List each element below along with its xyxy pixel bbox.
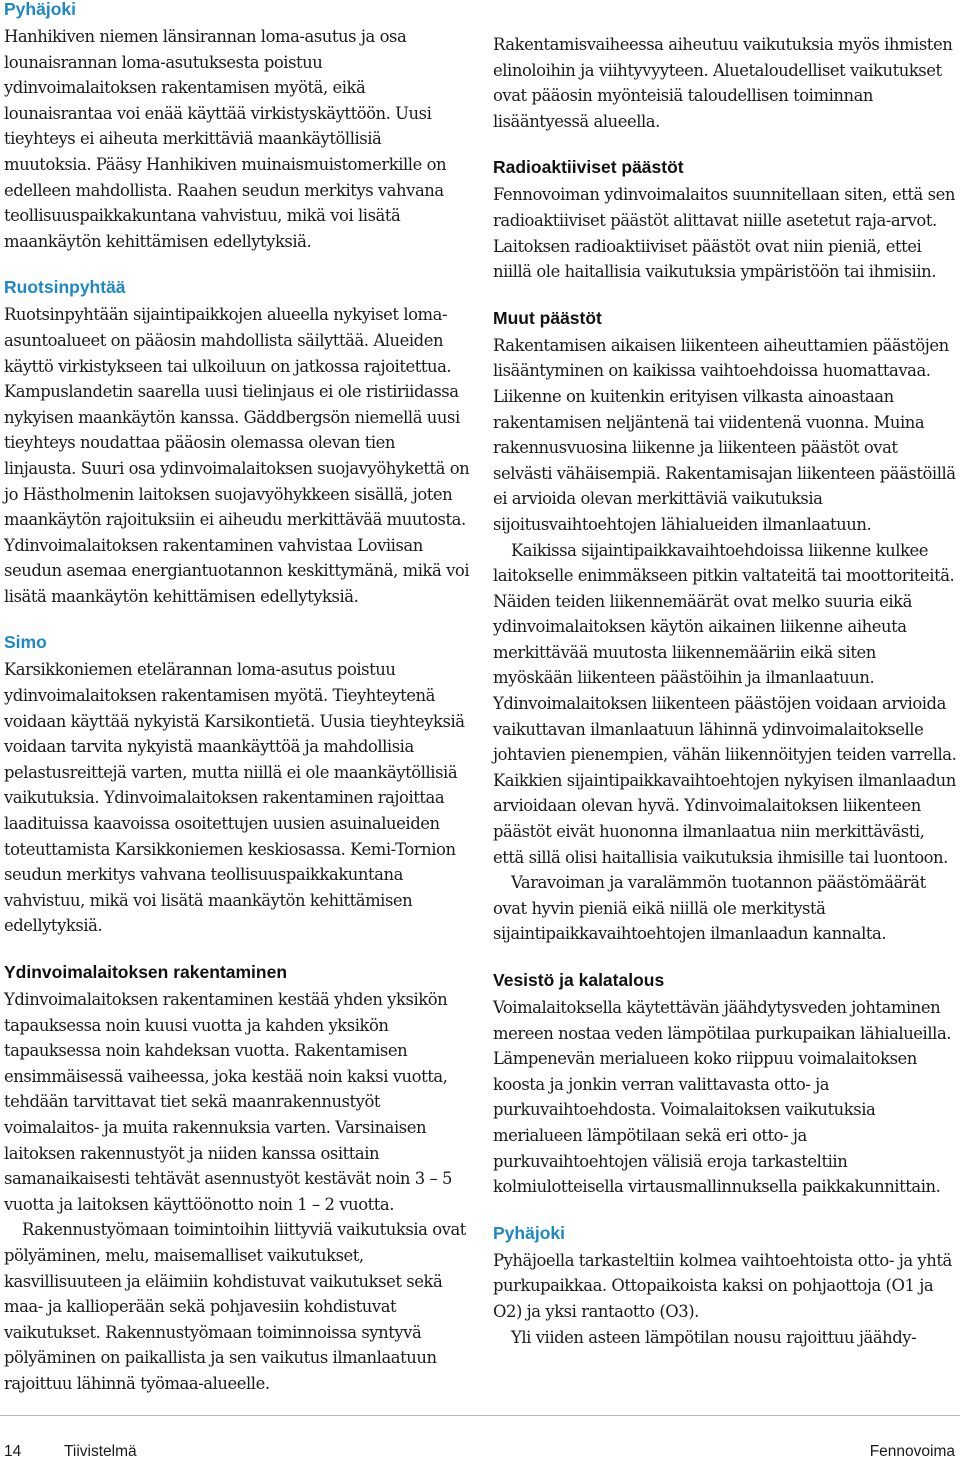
paragraph-muut-2: Kaikissa sijaintipaikkavaihtoehdoissa liikenne kulkee laitokselle enimmäkseen pitkin valtateitä tai moottoriteitä. Näiden teiden liikennemäärät ovat melko suuria eikä ydinvoimalaitoksen käytön aikainen liikenne aiheuta merkittävää muutosta liikennemääriin eikä siten myöskään liikenteen päästöihin ja ilmanlaatuun. Ydinvoimalaitoksen liikenteen päästöjen voidaan arvioida vaikuttavan ilmanlaatuun lähinnä ydinvoimalaitokselle johtavien pienempien, vähän liikennöityjen teiden varrella. Kaikkien sijaintipaikkavaihtoehtojen nykyisen ilmanlaadun arvioidaan olevan hyvä. Ydinvoimalaitoksen liikenteen päästöt eivät huononna ilmanlaatua niin merkittävästi, että sillä olisi haitallisia vaikutuksia ihmisille tai luontoon. [493, 540, 957, 867]
footer-section-title: Tiivistelmä [64, 1443, 137, 1460]
heading-radioaktiiviset: Radioaktiiviset päästöt [493, 157, 684, 178]
heading-pyhajoki-2: Pyhäjoki [493, 1222, 565, 1243]
paragraph-radioaktiiviset: Fennovoiman ydinvoimalaitos suunnitellaan siten, että sen radioaktiiviset päästöt alittavat niille asetetut raja-arvot. Laitoksen radioaktiiviset päästöt ovat niin pieniä, ettei niillä ole haitallisia vaikutuksia ympäristöön tai ihmisiin. [493, 185, 955, 282]
paragraph-ruotsinpyhtaa: Ruotsinpyhtään sijaintipaikkojen alueella nykyiset loma-asuntoalueet on pääosin mahdollista säilyttää. Alueiden käyttö virkistykseen tai ulkoiluun on jatkossa rajoitettua. Kampuslandetin saarella uusi tielinjaus ei ole ristiriidassa nykyisen maankäytön kanssa. Gäddbergsön niemellä uusi tieyhteys noudattaa pääosin olemassa olevan tien linjausta. Suuri osa ydinvoimalaitoksen suojavyöhykettä on jo Hästholmenin laitoksen suojavyöhykkeen sisällä, joten maankäytön rajoituksiin ei aiheudu merkittävää muutosta. Ydinvoimalaitoksen rakentaminen vahvistaa Loviisan seudun asemaa energiantuotannon keskittymänä, mikä voi lisätä maankäytön kehittämisen edellytyksiä. [4, 305, 470, 606]
paragraph-rakentaminen-2: Rakennustyömaan toimintoihin liittyviä vaikutuksia ovat pölyäminen, melu, maisemalliset vaikutukset, kasvillisuuteen ja eläimiin kohdistuvat vaikutukset sekä maa- ja kallioperään sekä pohjavesiin kohdistuvat vaikutukset. Rakennustyömaan toiminnoissa syntyvä pölyäminen on paikallista ja sen vaikutus ilmanlaatuun rajoittuu lähinnä työmaa-alueelle. [4, 1220, 466, 1393]
footer-brand: Fennovoima [869, 1443, 955, 1460]
paragraph-simo: Karsikkoniemen etelärannan loma-asutus poistuu ydinvoimalaitoksen rakentamisen myötä. Tieyhteytenä voidaan käyttää nykyistä Karsikontietä. Uusia tieyhteyksiä voidaan tarvita nykyistä maankäyttöä ja mahdollisia pelastusreittejä varten, mutta niillä ei ole maankäytöllisiä vaikutuksia. Ydinvoimalaitoksen rakentaminen rajoittaa laadituissa kaavoissa osoitettujen uusien asuinalueiden toteuttamista Karsikkoniemen keskiosassa. Kemi-Tornion seudun merkitys vahvana teollisuuspaikkakuntana vahvistuu, mikä voi lisätä maankäytön kehittämisen edellytyksiä. [4, 660, 465, 936]
page-number: 14 [4, 1443, 22, 1460]
paragraph-muut-3: Varavoiman ja varalämmön tuotannon päästömäärät ovat hyvin pieniä eikä niillä ole merkitystä sijaintipaikkavaihtoehtojen ilmanlaadun kannalta. [493, 873, 926, 944]
heading-vesisto: Vesistö ja kalatalous [493, 970, 665, 990]
heading-ruotsinpyhtaa: Ruotsinpyhtää [4, 277, 126, 298]
paragraph-muut-1: Rakentamisen aikaisen liikenteen aiheuttamien päästöjen lisääntyminen on kaikissa vaihtoehdoissa huomattavaa. Liikenne on kuitenkin erityisen vilkasta ainoastaan rakentamisen neljäntenä tai viidentenä vuonna. Muina rakennusvuosina liikenne ja liikenteen päästöt ovat selvästi vähäisempiä. Rakentamisajan liikenteen päästöillä ei arvioida olevan merkittäviä vaikutuksia sijoitusvaihtoehtojen lähialueiden ilmanlaatuun. [493, 335, 956, 534]
paragraph-vesisto: Voimalaitoksella käytettävän jäähdytysveden johtaminen mereen nostaa veden lämpötilaa purkupaikan lähialueilla. Lämpenevän merialueen koko riippuu voimalaitoksen koosta ja jonkin verran valittavasta otto- ja purkuvaihtoehdosta. Voimalaitoksen vaikutuksia merialueen lämpötilaan sekä eri otto- ja purkuvaihtoehtojen välisiä eroja tarkasteltiin kolmiulotteisella virtausmallinnuksella paikkakunnittain. [493, 998, 952, 1197]
heading-simo: Simo [4, 632, 47, 653]
paragraph-pyhajoki-2b: Yli viiden asteen lämpötilan nousu rajoittuu jäähdy- [511, 1327, 917, 1347]
left-column [4, 0, 470, 1397]
right-column [493, 0, 959, 1350]
paragraph-continuation: Rakentamisvaiheessa aiheutuu vaikutuksia myös ihmisten elinoloihin ja viihtyvyyteen. Aluetaloudelliset vaikutukset ovat pääosin myönteisiä taloudellisen toiminnan lisääntyessä alueella. [493, 35, 953, 131]
paragraph-rakentaminen-1: Ydinvoimalaitoksen rakentaminen kestää yhden yksikön tapauksessa noin kuusi vuotta ja kahden yksikön tapauksessa noin kahdeksan vuotta. Rakentamisen ensimmäisessä vaiheessa, joka kestää noin kaksi vuotta, tehdään tarvittavat tiet sekä maanrakennustyöt voimalaitos- ja muita rakennuksia varten. Varsinaisen laitoksen rakennustyöt ja niiden kanssa osittain samanaikaisesti tehtävät asennustyöt kestävät noin 3 – 5 vuotta ja laitoksen käyttöönotto noin 1 – 2 vuotta. [4, 990, 453, 1214]
heading-pyhajoki: Pyhäjoki [4, 0, 76, 19]
footer-divider [0, 1415, 960, 1416]
paragraph-pyhajoki-2a: Pyhäjoella tarkasteltiin kolmea vaihtoehtoista otto- ja yhtä purkupaikkaa. Ottopaikoista kaksi on pohjaottoja (O1 ja O2) ja yksi rantaotto (O3). [493, 1250, 952, 1321]
heading-muut-paastot: Muut päästöt [493, 307, 602, 328]
heading-rakentaminen: Ydinvoimalaitoksen rakentaminen [4, 962, 288, 982]
paragraph-pyhajoki: Hanhikiven niemen länsirannan loma-asutus ja osa lounaisrannan loma-asutuksesta poistuu ydinvoimalaitoksen rakentamisen myötä, eikä lounaisrantaa voi enää käyttää virkistyskäyttöön. Uusi tieyhteys ei aiheuta merkittäviä maankäytöllisiä muutoksia. Pääsy Hanhikiven muinaismuistomerkille on edelleen mahdollista. Raahen seudun merkitys vahvana teollisuuspaikkakuntana vahvistuu, mikä voi lisätä maankäytön kehittämisen edellytyksiä. [4, 27, 447, 251]
